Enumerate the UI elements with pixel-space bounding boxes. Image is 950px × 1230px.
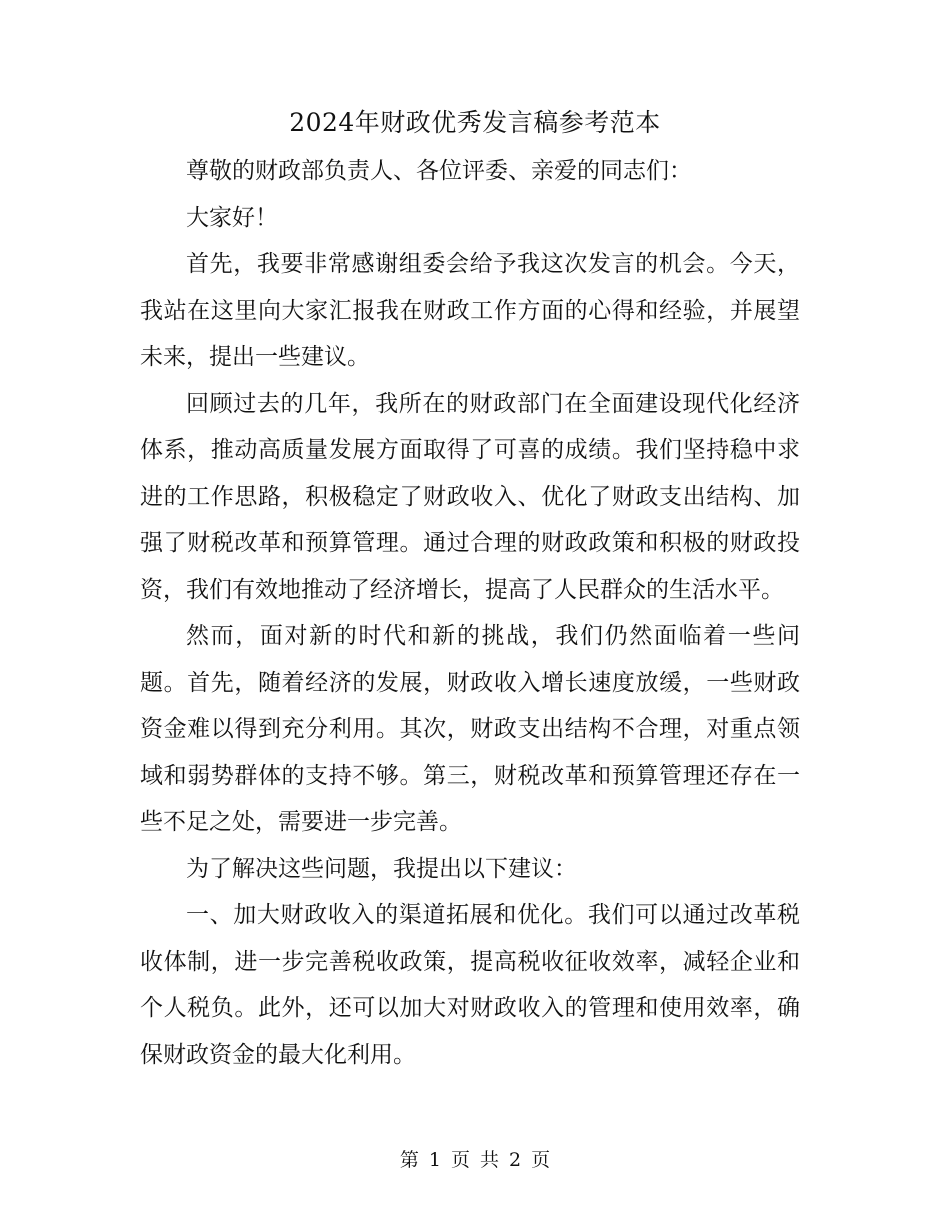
salutation-paragraph: 尊敬的财政部负责人、各位评委、亲爱的同志们： (186, 158, 692, 184)
body-paragraph: 为了解决这些问题，我提出以下建议： (186, 855, 577, 882)
greeting-paragraph: 大家好！ (186, 204, 278, 231)
body-paragraph: 首先，我要非常感谢组委会给予我这次发言的机会。今天，我站在这里向大家汇报我在财政工作方面的心得和经验，并展望未来，提出一些建议。 (140, 251, 800, 370)
document-body (140, 148, 800, 1078)
body-paragraph: 一、加大财政收入的渠道拓展和优化。我们可以通过改革税收体制，进一步完善税收政策，提高税收征收效率，减轻企业和个人税负。此外，还可以加大对财政收入的管理和使用效率，确保财政资金的最大化利用。 (140, 902, 800, 1068)
page-number-footer: 第 1 页 共 2 页 (399, 1149, 551, 1171)
document-title: 2024年财政优秀发言稿参考范本 (289, 108, 661, 137)
body-paragraph: 然而，面对新的时代和新的挑战，我们仍然面临着一些问题。首先，随着经济的发展，财政收入增长速度放缓，一些财政资金难以得到充分利用。其次，财政支出结构不合理，对重点领域和弱势群体的支持不够。第三，财税改革和预算管理还存在一些不足之处，需要进一步完善。 (140, 623, 800, 835)
body-paragraph: 回顾过去的几年，我所在的财政部门在全面建设现代化经济体系，推动高质量发展方面取得了可喜的成绩。我们坚持稳中求进的工作思路，积极稳定了财政收入、优化了财政支出结构、加强了财税改革和预算管理。通过合理的财政政策和积极的财政投资，我们有效地推动了经济增长，提高了人民群众的生活水平。 (140, 390, 800, 603)
